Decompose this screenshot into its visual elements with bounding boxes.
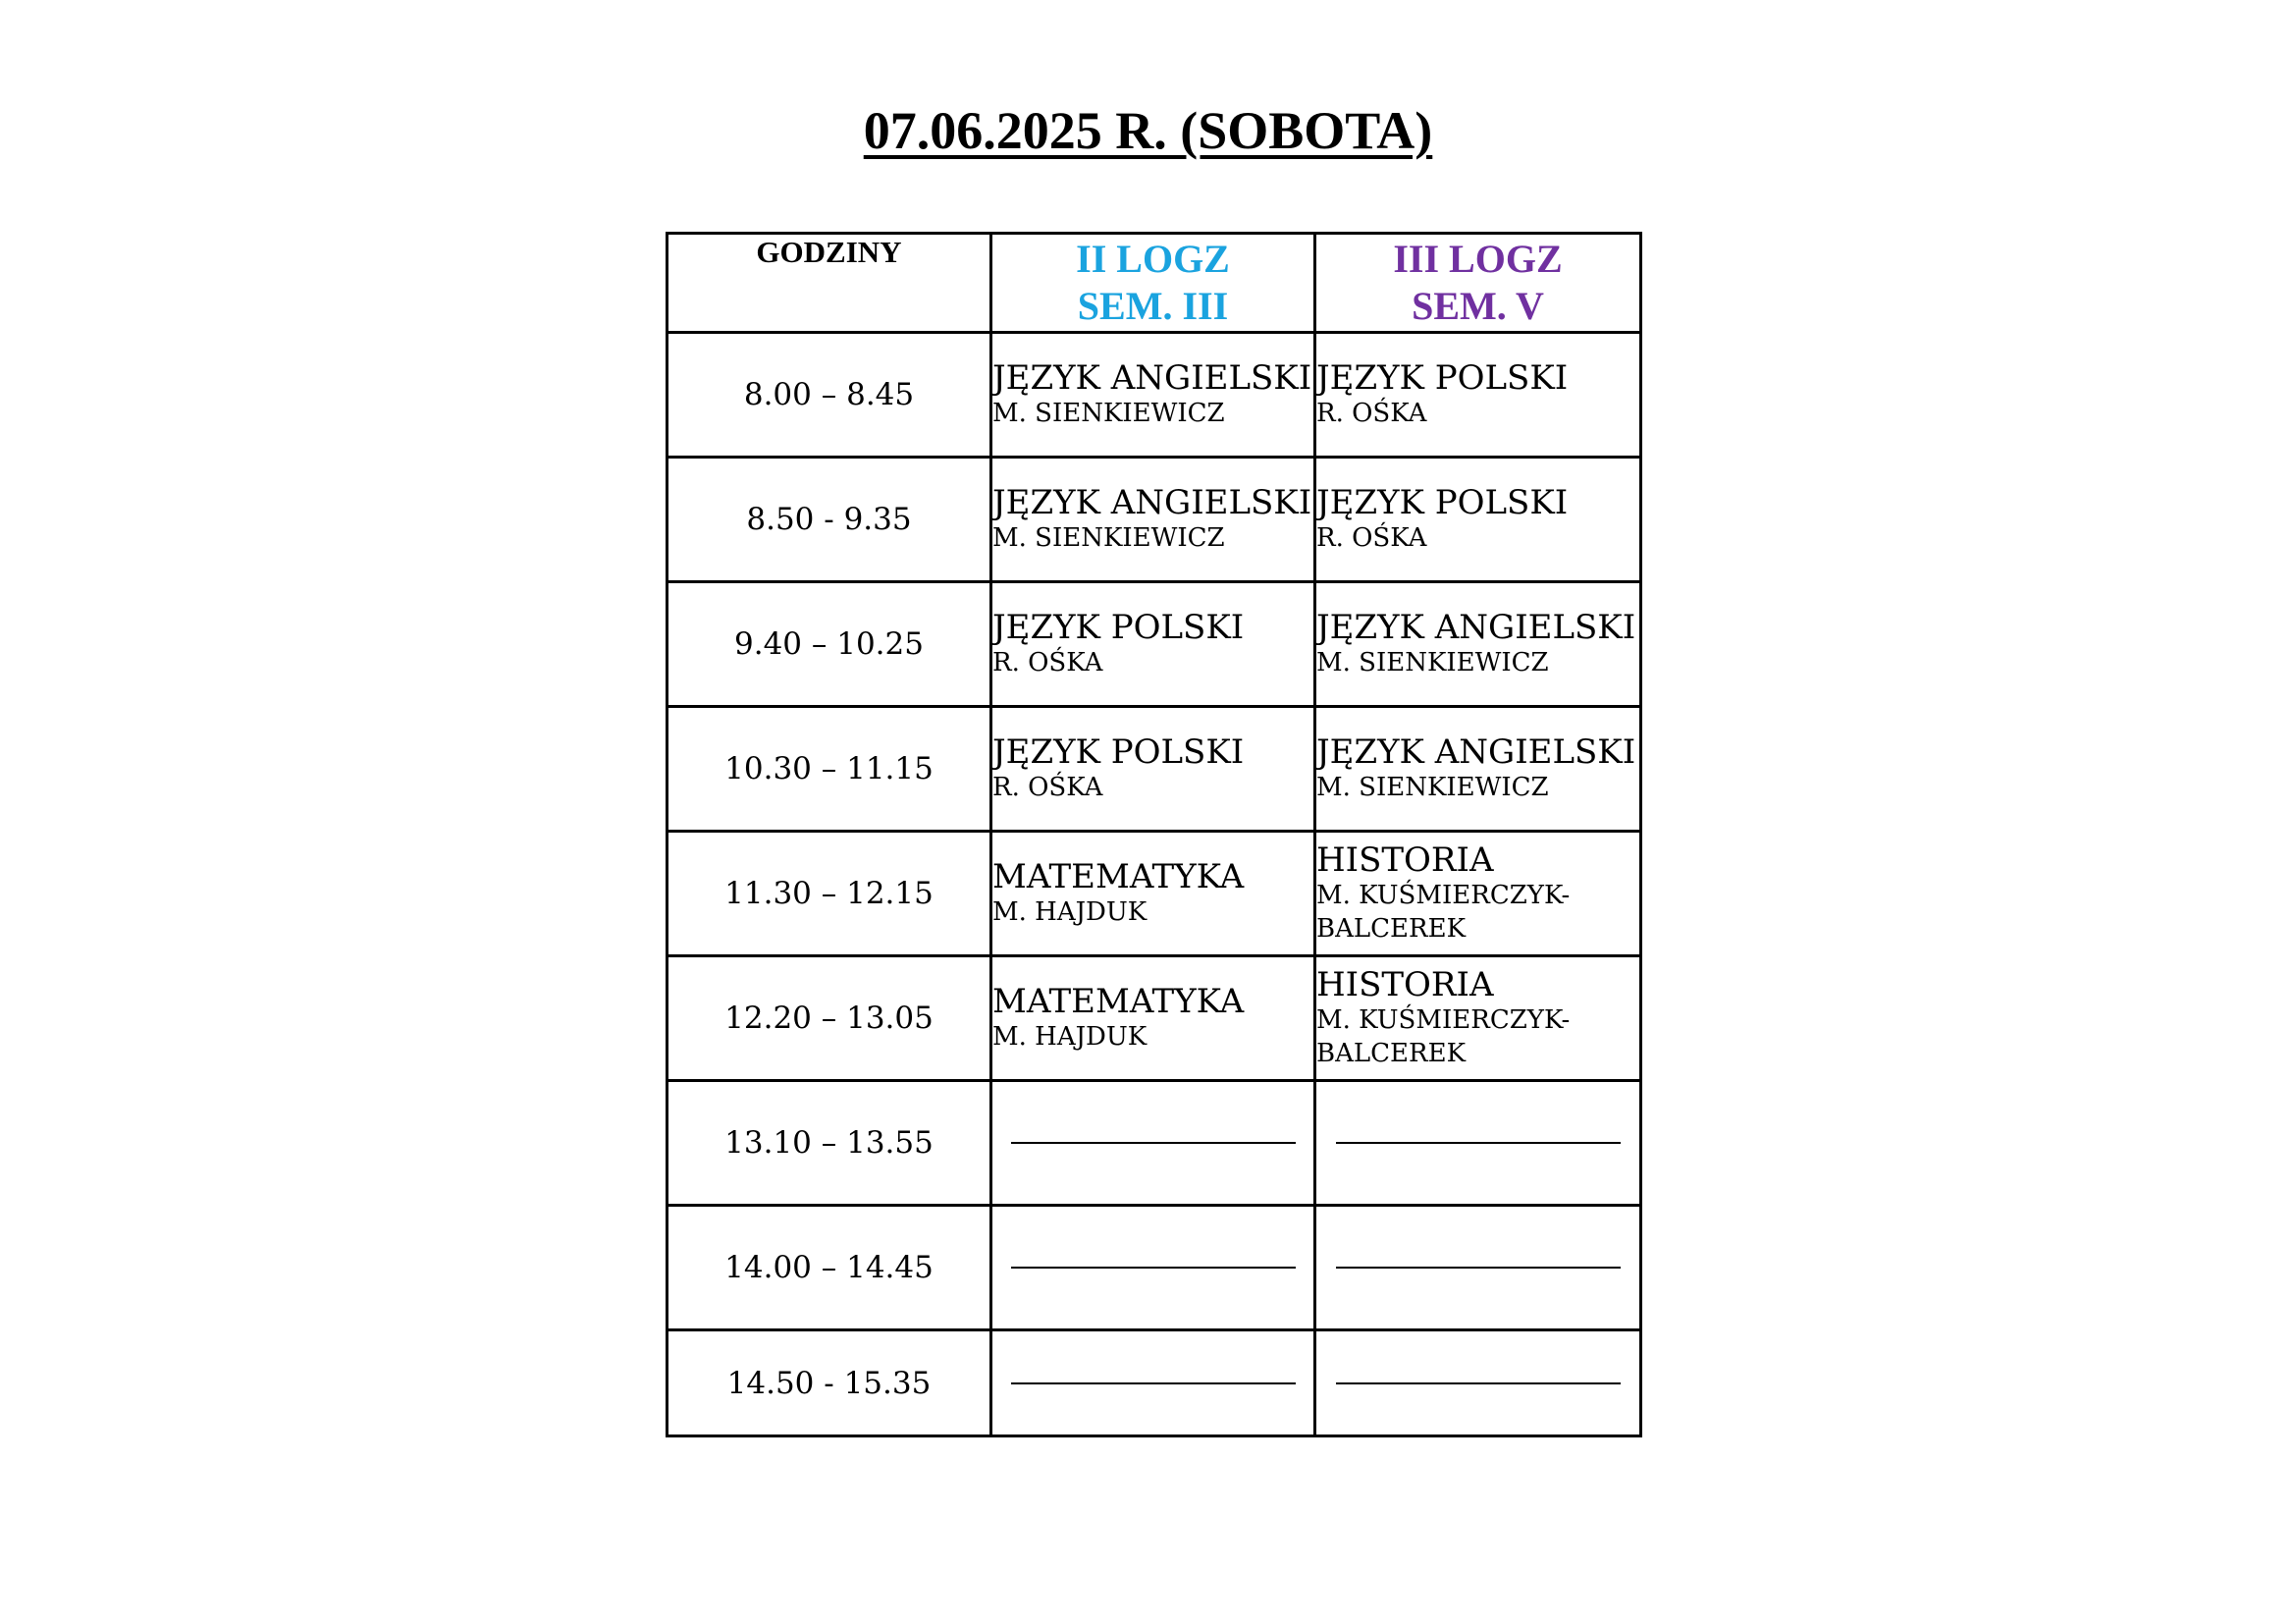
group-header-iii-logz [1315,234,1641,333]
empty-lesson-cell [1315,1330,1641,1436]
lesson-cell [1315,333,1641,458]
group-header-ii-logz [991,234,1315,333]
empty-lesson-cell [991,1206,1315,1330]
subject: JĘZYK POLSKI [992,608,1245,647]
teacher: M. HAJDUK [992,897,1148,927]
group-name: II LOGZ [1076,237,1230,281]
teacher: M. SIENKIEWICZ [1316,648,1549,677]
lesson-cell [991,458,1315,582]
subject: HISTORIA [1316,840,1494,880]
table-row [667,832,1641,956]
teacher: R. OŚKA [992,773,1103,802]
lesson-cell [1315,956,1641,1081]
teacher: M. KUŚMIERCZYK-BALCEREK [1316,1005,1571,1068]
lesson-cell [1315,707,1641,832]
subject: JĘZYK POLSKI [1316,358,1569,398]
header-row [667,234,1641,333]
schedule-table [666,232,1642,1437]
subject: MATEMATYKA [992,982,1245,1021]
lesson-cell [1315,458,1641,582]
group-semester: SEM. III [1077,284,1229,328]
teacher: M. HAJDUK [992,1022,1148,1052]
table-row [667,1081,1641,1206]
lesson-cell [991,956,1315,1081]
empty-dash [1336,1382,1621,1384]
teacher: R. OŚKA [1316,399,1427,428]
time-cell: 10.30 – 11.15 [667,707,991,832]
lesson-cell [991,582,1315,707]
subject: MATEMATYKA [992,857,1245,896]
table-row [667,458,1641,582]
empty-lesson-cell [991,1330,1315,1436]
time-cell: 9.40 – 10.25 [667,582,991,707]
empty-dash [1336,1267,1621,1269]
empty-lesson-cell [991,1081,1315,1206]
page-title-text: 07.06.2025 R. (SOBOTA) [863,101,1433,160]
subject: JĘZYK POLSKI [992,732,1245,772]
lesson-cell [1315,832,1641,956]
page-title [0,96,2296,165]
lesson-cell [991,333,1315,458]
subject: JĘZYK POLSKI [1316,483,1569,522]
table-row [667,1330,1641,1436]
hours-header: GODZINY [667,234,991,333]
teacher: R. OŚKA [992,648,1103,677]
teacher: M. SIENKIEWICZ [992,399,1225,428]
teacher: M. SIENKIEWICZ [992,523,1225,553]
subject: JĘZYK ANGIELSKI [1316,608,1636,647]
time-cell: 14.50 - 15.35 [667,1330,991,1436]
teacher: R. OŚKA [1316,523,1427,553]
subject: HISTORIA [1316,965,1494,1004]
empty-dash [1011,1267,1296,1269]
group-semester: SEM. V [1412,284,1544,328]
table-row [667,582,1641,707]
time-cell: 12.20 – 13.05 [667,956,991,1081]
time-cell: 11.30 – 12.15 [667,832,991,956]
subject: JĘZYK ANGIELSKI [992,358,1312,398]
time-cell: 13.10 – 13.55 [667,1081,991,1206]
subject: JĘZYK ANGIELSKI [1316,732,1636,772]
lesson-cell [991,707,1315,832]
time-cell: 8.50 - 9.35 [667,458,991,582]
lesson-cell [991,832,1315,956]
group-name: III LOGZ [1393,237,1563,281]
table-row [667,707,1641,832]
subject: JĘZYK ANGIELSKI [992,483,1312,522]
table-row [667,1206,1641,1330]
empty-lesson-cell [1315,1081,1641,1206]
table-row [667,333,1641,458]
empty-dash [1011,1142,1296,1144]
teacher: M. SIENKIEWICZ [1316,773,1549,802]
empty-dash [1336,1142,1621,1144]
empty-lesson-cell [1315,1206,1641,1330]
lesson-cell [1315,582,1641,707]
teacher: M. KUŚMIERCZYK-BALCEREK [1316,881,1571,944]
table-row [667,956,1641,1081]
empty-dash [1011,1382,1296,1384]
time-cell: 14.00 – 14.45 [667,1206,991,1330]
time-cell: 8.00 – 8.45 [667,333,991,458]
